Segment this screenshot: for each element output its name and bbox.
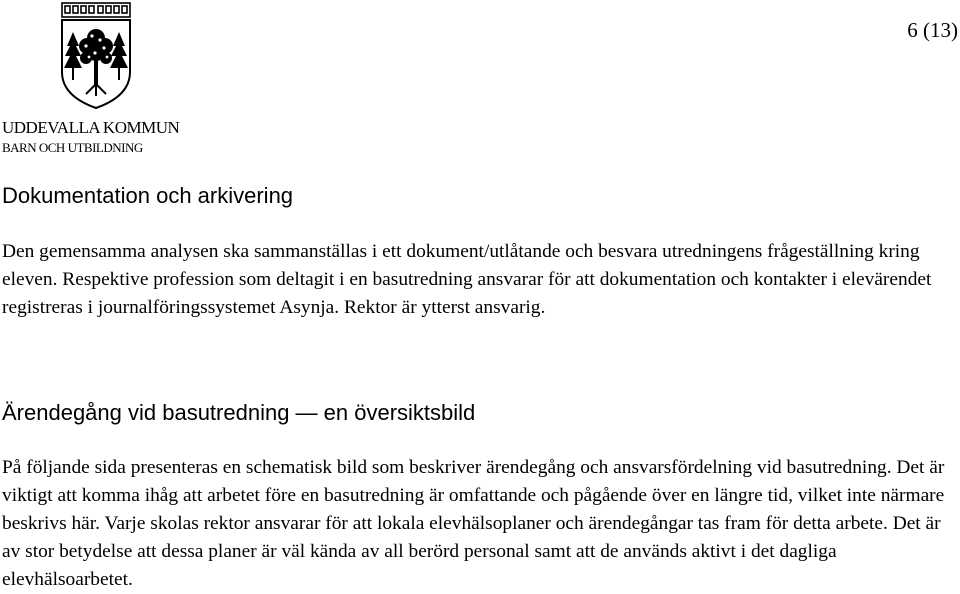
section-heading-process-overview: Ärendegång vid basutredning — en översiktsbild bbox=[2, 400, 476, 425]
coat-of-arms-tree-icon bbox=[56, 0, 136, 110]
organization-block bbox=[2, 118, 179, 157]
section-body-documentation: Den gemensamma analysen ska sammanställas i ett dokument/utlåtande och besvara utredningens frågeställning kring eleven. Respektive profession som deltagit i en basutredning ansvarar för att dokumentation och kontakter i elevärendet registreras i journalföringssystemet Asynja. Rektor är ytterst ansvarig. bbox=[2, 241, 932, 318]
organization-name: UDDEVALLA KOMMUN bbox=[2, 118, 180, 137]
section-body-process-overview: På följande sida presenteras en schematisk bild som beskriver ärendegång och ansvarsfördelning vid basutredning. Det är viktigt att komma ihåg att arbetet före en basutredning är omfattande och pågående över en längre tid, vilket inte närmare beskrivs här. Varje skolas rektor ansvarar för att lokala elevhälsoplaner och ärendegångar tas fram för detta arbete. Det är av stor betydelse att dessa planer är väl kända av all berörd personal samt att de används aktivt i det dagliga elevhälsoarbetet. bbox=[2, 457, 945, 590]
department-name: BARN OCH UTBILDNING bbox=[2, 140, 143, 155]
section-heading-documentation: Dokumentation och arkivering bbox=[2, 183, 294, 208]
page-number: 6 (13) bbox=[907, 18, 958, 42]
